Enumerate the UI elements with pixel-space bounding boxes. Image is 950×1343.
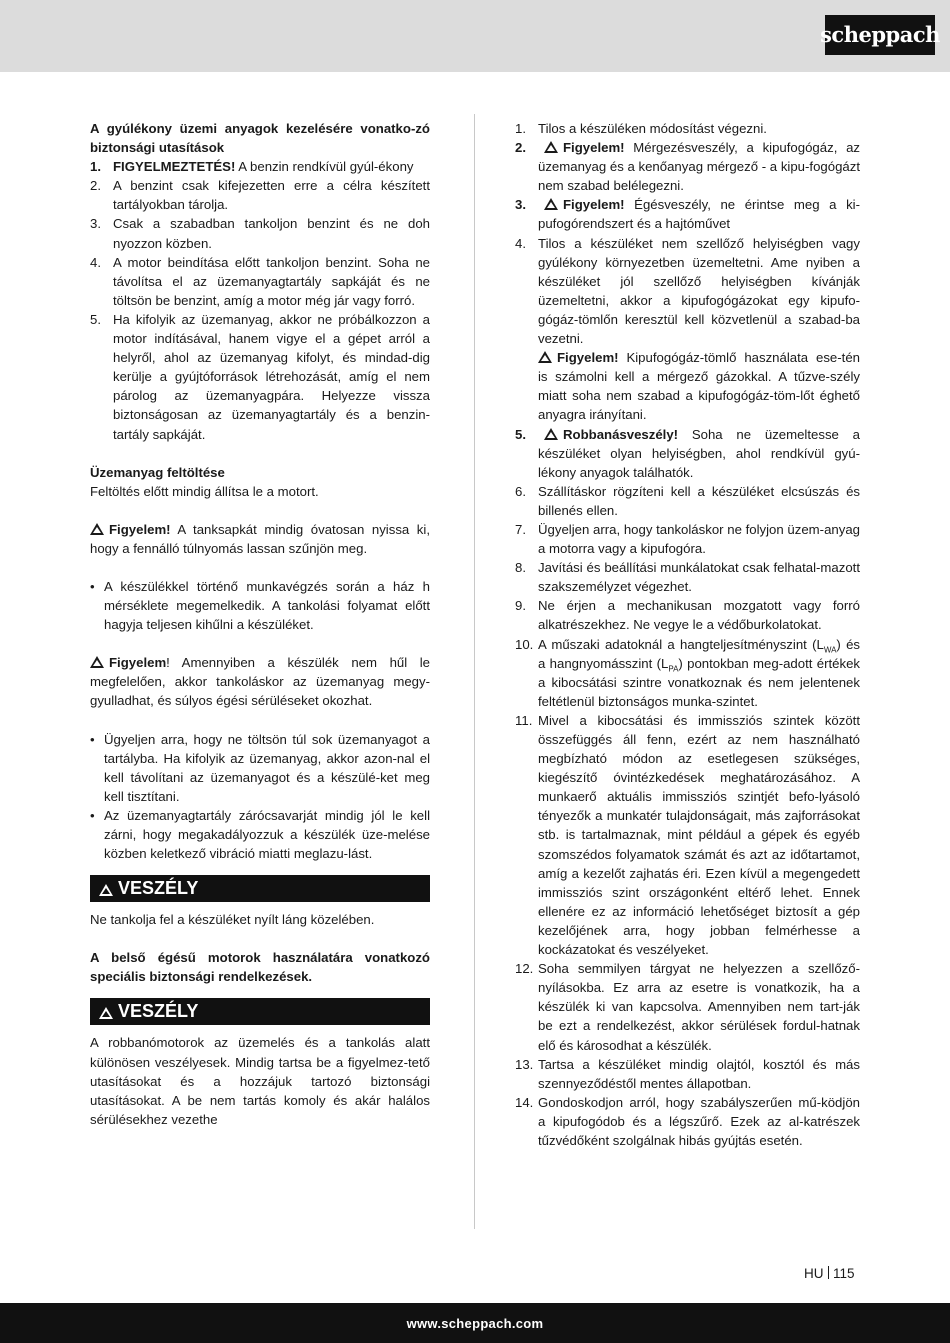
warning-icon xyxy=(99,884,113,896)
list-item: 7. Ügyeljen arra, hogy tankoláskor ne folyjon üzem-anyag a motorra vagy a kipufogóra. xyxy=(515,520,860,558)
list-item: 8. Javítási és beállítási munkálatokat csak felhatal-mazott szakszemélyzet végezhet. xyxy=(515,558,860,596)
bullet-item: • Ügyeljen arra, hogy ne töltsön túl sok üzemanyagot a tartályba. Ha kifolyik az üzemanyag, akkor azon-nal el kell távolítani az üzemanyagot és a készülé-ket meg kell tisztítani. xyxy=(90,730,430,806)
list-item-text: A benzint csak kifejezetten erre a célra készített tartályokban tárolja. xyxy=(113,178,430,213)
warning-text: A tanksapkát mindig óvatosan nyissa ki, hogy a fennálló túlnyomás lassan szűnjön meg. xyxy=(90,521,430,556)
language-code: HU xyxy=(804,1266,824,1281)
list-item: 12. Soha semmilyen tárgyat ne helyezzen a szellőző-nyílásokba. Ez arra az esetre is vonatkozik, ha a készülék ki van kapcsolva. Amennyiben nem tart-ják be ezt a rendelkezést, akkor sérülések fordul-hatnak elő és károsodhat a készülék. xyxy=(515,959,860,1054)
list-item: 5. Robbanásveszély! Soha ne üzemeltesse a készüléket olyan helyiségben, ahol rendkívül gyú-lékony anyagok találhatók. xyxy=(515,426,860,480)
bullet-text: Ügyeljen arra, hogy ne töltsön túl sok üzemanyagot a tartályba. Ha kifolyik az üzemanyag, akkor azon-nal el kell távolítani az üzemanyagot és a készülé-ket meg kell tisztítani. xyxy=(104,731,430,804)
page-number-value: 115 xyxy=(833,1266,855,1281)
bullet-text: A készülékkel történő munkavégzés során a ház h mérséklete megemelkedik. A tankolási folyamat előtt hagyja teljesen kihűlni a készüléket. xyxy=(104,578,430,633)
list-item-text: A benzin rendkívül gyúl-ékony xyxy=(235,159,414,175)
list-item-text: Égésveszély, ne érintse meg a ki-pufogórendszert és a hajtóművet xyxy=(538,197,860,232)
danger-label: VESZÉLY xyxy=(118,878,199,899)
list-item-number: 2. xyxy=(90,178,101,194)
warning-note xyxy=(90,653,430,710)
list-item-text: Javítási és beállítási munkálatokat csak felhatal-mazott szakszemélyzet végezhet. xyxy=(538,560,860,595)
bullet-item: • Az üzemanyagtartály zárócsavarját mindig jól le kell zárni, hogy megakadályozzuk a készülék üze-melése közben keletkező vibráció miatti meglazu-lást. xyxy=(90,806,430,863)
warning-label: Figyelem! xyxy=(557,350,619,366)
list-item-text: Szállításkor rögzíteni kell a készüléket elcsúszás és billenés ellen. xyxy=(538,483,860,518)
warning-label: Figyelem xyxy=(109,655,167,671)
danger-banner xyxy=(90,998,430,1025)
warning-icon xyxy=(544,141,558,153)
list-item-bold: FIGYELMEZTETÉS! xyxy=(113,159,236,175)
list-item: 1. FIGYELMEZTETÉS! A benzin rendkívül gyúl-ékony xyxy=(90,159,414,175)
right-column xyxy=(515,119,860,1150)
section-heading-flammable: A gyúlékony üzemi anyagok kezelésére vonatko-zó biztonsági utasítások xyxy=(90,121,430,156)
column-divider xyxy=(474,114,475,1229)
list-item: 2. Figyelem! Mérgezésveszély, a kipufogógáz, az üzemanyag és a kenőanyag mérgező - a kipu-fogógázt nem szabad belélegezni. xyxy=(515,140,860,194)
footer-url[interactable]: www.scheppach.com xyxy=(406,1316,544,1331)
warning-label: Figyelem! xyxy=(109,521,171,537)
flammable-list xyxy=(90,157,430,443)
list-item-text: A műszaki adatoknál a hangteljesítményszint (L xyxy=(538,636,824,652)
list-item-text: Ne érjen a mechanikusan mozgatott vagy forró alkatrészekhez. Ne vegye le a védőburkolatokat. xyxy=(538,598,860,633)
list-item: 11. Mivel a kibocsátási és immissziós szintek között összefüggés áll fenn, ezért az nem használható megbízható módon az esetlegesen szükséges, kiegészítő óvintézkedések meghatározásához. A munkaerő aktuális immissziós szintjét befo-lyásoló tényezők a munkatér tulajdonságait, más zajforrásokat stb. is tartalmaznak, mint például a gépek és egyéb szomszédos folyamatok számát és azt az időtartamot, amíg a kezelőt zajhatás éri. Ezen kívül a megengedett immissziós szint országonként eltérő lehet. Ennek ellenére ez az információ lehetőséget biztosít a gép kezelőjének arra, hogy jobban felmérhesse a kockázatokat és veszélyeket. xyxy=(515,711,860,959)
danger-label: VESZÉLY xyxy=(118,1001,199,1022)
danger-banner xyxy=(90,875,430,902)
warning-icon xyxy=(544,428,558,440)
list-item-text: Gondoskodjon arról, hogy szabályszerűen mű-ködjön a kipufogódob és a légszűrő. Ezek az al-katrészek tűzvédőként szolgálnak hibás gyújtás esetén. xyxy=(538,1094,860,1148)
section-heading-engines: A belső égésű motorok használatára vonatkozó speciális biztonsági rendelkezések. xyxy=(90,950,430,985)
list-item-text: Tilos a készüléken módosítást végezni. xyxy=(538,121,767,136)
warning-text: ! Amennyiben a készülék nem hűl le megfelelően, akkor tankoláskor az üzemanyag megy-gyulladhat, és súlyos égési sérüléseket okozhat. xyxy=(90,655,430,709)
list-item: 1. Tilos a készüléken módosítást végezni. xyxy=(515,119,860,138)
list-item-text: Tartsa a készüléket mindig olajtól, kosztól és más szennyeződéstől mentes állapotban. xyxy=(538,1056,860,1091)
list-item: 3. Figyelem! Égésveszély, ne érintse meg a ki-pufogórendszert és a hajtóművet xyxy=(515,197,860,232)
list-item: 10. A műszaki adatoknál a hangteljesítményszint $(L_{WA})$ és a hangnyomásszint $(L_{PA})$ pontokban meg-adott értékek a kibocsátási szintre vonatkoznak és nem jelentenek feltétlenül biztonságos munka-szintet. xyxy=(515,636,861,709)
warning-icon xyxy=(538,351,552,363)
warning-label: Figyelem! xyxy=(563,140,625,156)
list-item xyxy=(90,176,430,214)
bullet-text: Az üzemanyagtartály zárócsavarját mindig jól le kell zárni, hogy megakadályozzuk a készülék üze-melése közben keletkező vibráció miatti meglazu-lást. xyxy=(104,807,430,862)
list-item-text: Tilos a készüléket nem szellőző helyiségben vagy gyúlékony környezetben üzemeltetni. Ame nyiben a készüléket jól szellőző helyiségben kívánják üzemeltetni, akkor a kipufogógázokat egy kipufo-gógáz-tömlőn keresztül kell közvetlenül a szabad-ba vezetni. xyxy=(538,235,860,347)
warning-icon xyxy=(90,656,104,668)
list-item-text: Mivel a kibocsátási és immissziós szintek között összefüggés áll fenn, ezért az nem használható megbízható módon az esetlegesen szükséges, kiegészítő óvintézkedések meghatározásához. A munkaerő aktuális immissziós szintjét befo-lyásoló tényezők a munkatér tulajdonságait, más zajforrásokat stb. is tartalmaznak, mint például a gépek és egyéb szomszédos folyamatok számát és azt az időtartamot, amíg a kezelőt zajhatás éri. Ezen kívül a megengedett immissziós szint országonként eltérő lehet. Ennek ellenére ez az információ lehetőséget biztosít a gép kezelőjének arra, hogy jobban felmérhesse a kockázatokat és veszélyeket. xyxy=(538,712,860,958)
list-item-text: A motor beindítása előtt tankoljon benzint. Soha ne távolítsa el az üzemanyagtartály sapkáját és ne töltsön be benzint, amíg a motor még jár vagy forró. xyxy=(113,254,430,308)
list-item xyxy=(90,253,430,310)
list-item xyxy=(90,214,430,252)
warning-text: Kipufogógáz-tömlő használata ese-tén is számolni kell a mérgező gázokkal. A tűzve-szély miatt soha nem szabad a kipufogógáz-töm-lőt éghető anyagra irányítani. xyxy=(538,350,860,423)
list-item: 13. Tartsa a készüléket mindig olajtól, kosztól és más szennyeződéstől mentes állapotban. xyxy=(515,1055,860,1093)
warning-icon xyxy=(99,1007,113,1019)
left-column xyxy=(90,119,430,1129)
warning-label: Robbanásveszély! xyxy=(563,426,679,442)
section-heading-refuel: Üzemanyag feltöltése xyxy=(90,464,225,480)
list-item-text: Soha ne üzemeltesse a készüléket olyan helyiségben, ahol rendkívül gyú-lékony anyagok találhatók. xyxy=(538,426,860,480)
list-item-text: Soha semmilyen tárgyat ne helyezzen a szellőző-nyílásokba. Ez arra az esetre is vonatkozik, ha a készülék ki van kapcsolva. Amennyiben nem tart-ják be ezt a rendelkezést, akkor sérülések fordul-hatnak elő és károsodhat a készülék. xyxy=(538,961,860,1053)
list-item-number: 5. xyxy=(90,311,101,327)
top-bar xyxy=(0,0,950,72)
subscript: WA xyxy=(823,645,837,655)
warning-icon xyxy=(544,198,558,210)
paragraph: Ne tankolja fel a készüléket nyílt láng közelében. xyxy=(90,912,375,928)
list-item-text: ) pontokban meg-adott értékek a kibocsátási szintre vonatkoznak és nem jelentenek feltétlenül biztonságos munka-szintet. xyxy=(538,655,860,709)
page-number xyxy=(804,1264,855,1283)
list-item-number: 3. xyxy=(90,216,101,232)
paragraph: Feltöltés előtt mindig állítsa le a motort. xyxy=(90,483,319,499)
subscript: PA xyxy=(668,664,679,674)
list-item xyxy=(90,310,430,444)
warning-icon xyxy=(90,523,104,535)
list-item: 14. Gondoskodjon arról, hogy szabályszerűen mű-ködjön a kipufogódob és a légszűrő. Ezek az al-katrészek tűzvédőként szolgálnak hibás gyújtás esetén. xyxy=(515,1093,860,1150)
list-item-number: 4. xyxy=(90,254,101,270)
warning-label: Figyelem! xyxy=(563,197,625,213)
list-item-text: Ha kifolyik az üzemanyag, akkor ne próbálkozzon a motor indításával, hanem vigye el a gépet arról a helyről, ahol az üzemanyag kifolyt, és mindad-dig kerülje a gyújtóforrások létrehozását, amíg el nem párolog az üzemanyagpára. Helyezze vissza biztonságosan az üzemanyagtartály és a benzin-tartály sapkáját. xyxy=(113,311,430,442)
list-item-text: Mérgezésveszély, a kipufogógáz, az üzemanyag és a kenőanyag mérgező - a kipu-fogógázt nem szabad belélegezni. xyxy=(538,140,860,194)
list-item-text: Csak a szabadban tankoljon benzint és ne doh nyozzon közben. xyxy=(113,216,430,251)
paragraph: A robbanómotorok az üzemelés és a tankolás alatt különösen veszélyesek. Mindig tartsa be a figyelmez-tető utasításokat és a hozzájuk tartozó biztonsági utasításokat. A be nem tartás komoly és akár halálos sérülésekhez vezethe xyxy=(90,1035,430,1127)
scheppach-logo: scheppach xyxy=(825,15,935,55)
list-item: 4. Tilos a készüléket nem szellőző helyiségben vagy gyúlékony környezetben üzemeltetni. Ame nyiben a készüléket jól szellőző helyiségben kívánják üzemeltetni, akkor a kipufogógázokat egy kipufo-gógáz-tömlőn keresztül kell közvetlenül a szabad-ba vezetni. Figyelem! Kipufogógáz-tömlő használata ese-tén is számolni kell a mérgező gázokkal. A tűzve-szély miatt soha nem szabad a kipufogógáz-töm-lőt éghető anyagra irányítani. xyxy=(515,235,860,423)
list-item-text: Ügyeljen arra, hogy tankoláskor ne folyjon üzem-anyag a motorra vagy a kipufogóra. xyxy=(538,521,860,557)
list-item: 6. Szállításkor rögzíteni kell a készüléket elcsúszás és billenés ellen. xyxy=(515,482,860,520)
warning-note xyxy=(90,520,430,558)
list-item-text: ) és a hangnyomásszint (L xyxy=(538,636,861,671)
list-item: 9. Ne érjen a mechanikusan mozgatott vagy forró alkatrészekhez. Ne vegye le a védőburkolatokat. xyxy=(515,596,860,634)
bullet-item: • A készülékkel történő munkavégzés során a ház h mérséklete megemelkedik. A tankolási folyamat előtt hagyja teljesen kihűlni a készüléket. xyxy=(90,577,430,634)
